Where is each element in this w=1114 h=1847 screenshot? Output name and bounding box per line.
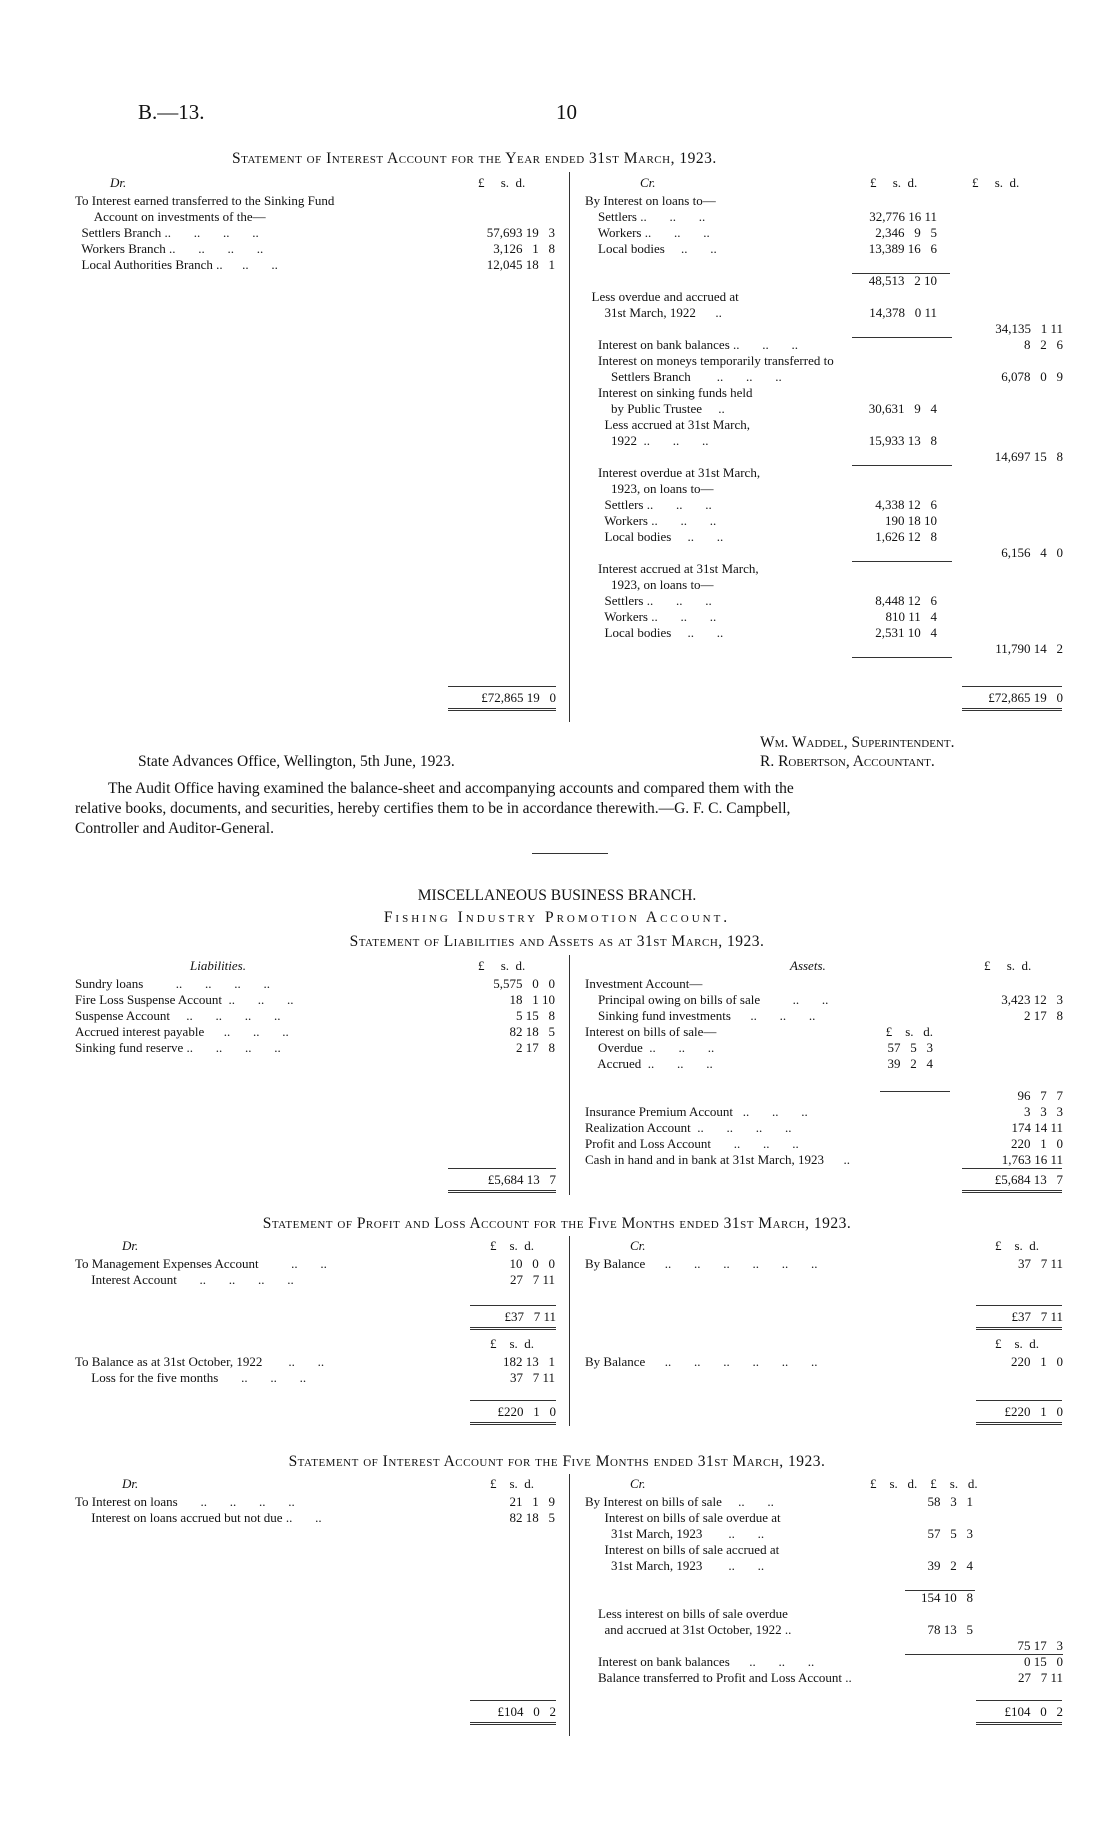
total-rule bbox=[962, 1168, 1062, 1169]
assets-currency-header: £ s. d. bbox=[984, 958, 1032, 973]
assets-entries bbox=[585, 976, 1063, 1168]
entry-label: Interest on bills of sale accrued at bbox=[585, 1542, 780, 1557]
subtotal-rule bbox=[852, 465, 952, 466]
entry-amount: 14,378 0 11 bbox=[869, 305, 937, 320]
int2-left-entries bbox=[75, 1494, 555, 1526]
entry-amount: 27 7 11 bbox=[509, 1272, 555, 1287]
audit-line-1: The Audit Office having examined the balance-sheet and accompanying accounts and compared them with the bbox=[108, 780, 794, 797]
entry-total: 6,156 4 0 bbox=[1001, 545, 1063, 560]
entry-label: Settlers .. .. .. bbox=[585, 209, 706, 224]
total-rule bbox=[976, 1305, 1062, 1306]
entry-amount: 190 18 10 bbox=[885, 513, 937, 528]
entry-label: Accrued .. .. .. bbox=[585, 1056, 713, 1071]
entry-label: Local Authorities Branch .. .. .. bbox=[75, 257, 278, 272]
entry-amount: 30,631 9 4 bbox=[868, 401, 937, 416]
entry-amount: 57 5 3 bbox=[927, 1526, 973, 1541]
entry-label: 31st March, 1923 .. .. bbox=[585, 1558, 765, 1573]
entry-label: Local bodies .. .. bbox=[585, 625, 724, 640]
dr-label: Dr. bbox=[122, 1238, 139, 1253]
entry-amount: 3,126 1 8 bbox=[493, 241, 555, 256]
entry-label: Workers Branch .. .. .. .. bbox=[75, 241, 264, 256]
entry-label: Interest accrued at 31st March, bbox=[585, 561, 759, 576]
entry-label: Sinking fund investments .. .. .. bbox=[585, 1008, 816, 1023]
entry-amount: 39 2 4 bbox=[887, 1056, 933, 1071]
column-divider bbox=[569, 172, 570, 722]
entry-label: Cash in hand and in bank at 31st March, 1923 .. bbox=[585, 1152, 851, 1167]
entry-amount: 57,693 19 3 bbox=[486, 225, 555, 240]
entry-label: Interest on moneys temporarily transferred to bbox=[585, 353, 834, 368]
total-double-rule bbox=[962, 1190, 1062, 1193]
entry-label: Interest on loans accrued but not due .. .. bbox=[75, 1510, 322, 1525]
total-double-rule bbox=[470, 1327, 556, 1330]
subtotal-rule bbox=[852, 657, 952, 658]
liabilities-assets-title: Statement of Liabilities and Assets as at 31st March, 1923. bbox=[349, 933, 765, 950]
total-double-rule bbox=[470, 1722, 556, 1725]
int2-right-currency-header: £ s. d. £ s. d. bbox=[870, 1476, 978, 1491]
pl-left-total-1: £37 7 11 bbox=[504, 1309, 556, 1324]
entry-total: 6,078 0 9 bbox=[1001, 369, 1063, 384]
entry-label: Investment Account— bbox=[585, 976, 703, 991]
entry-label: To Management Expenses Account .. .. bbox=[75, 1256, 327, 1271]
entry-label: Less overdue and accrued at bbox=[585, 289, 739, 304]
entry-amount: 182 13 1 bbox=[503, 1354, 555, 1369]
interest-left-total: £72,865 19 0 bbox=[481, 690, 556, 705]
entry-total: 11,790 14 2 bbox=[995, 641, 1063, 656]
cr-label: Cr. bbox=[630, 1476, 646, 1491]
entry-total: 14,697 15 8 bbox=[994, 449, 1063, 464]
interest-account-title: Statement of Interest Account for the Year ended 31st March, 1923. bbox=[232, 150, 717, 167]
entry-label: Workers .. .. .. bbox=[585, 225, 710, 240]
entry-label: Balance transferred to Profit and Loss Account .. bbox=[585, 1670, 852, 1685]
page-ref: B.—13. bbox=[138, 100, 205, 124]
audit-line-2: relative books, documents, and securities, hereby certifies them to be in accordance therewith.—G. F. C. Campbell, bbox=[75, 800, 791, 817]
entry-total: 75 17 3 bbox=[1017, 1638, 1063, 1653]
entry-total: 8 2 6 bbox=[1024, 337, 1063, 352]
total-double-rule bbox=[448, 1190, 556, 1193]
subtotal-rule bbox=[880, 1091, 950, 1092]
right-currency-header-2: £ s. d. bbox=[972, 175, 1020, 190]
cr-label: Cr. bbox=[640, 175, 656, 190]
entry-label: Interest Account .. .. .. .. bbox=[75, 1272, 294, 1287]
entry-amount: 32,776 16 11 bbox=[869, 209, 937, 224]
audit-line-3: Controller and Auditor-General. bbox=[75, 820, 274, 837]
entry-amount: 21 1 9 bbox=[509, 1494, 555, 1509]
entry-label: 31st March, 1922 .. bbox=[585, 305, 722, 320]
entry-total: 3 3 3 bbox=[1024, 1104, 1063, 1119]
entry-amount: 2 17 8 bbox=[516, 1040, 555, 1055]
entry-label: 1923, on loans to— bbox=[585, 481, 714, 496]
entry-amount: 154 10 8 bbox=[921, 1590, 973, 1605]
total-double-rule bbox=[976, 1422, 1062, 1425]
entry-total: 220 1 0 bbox=[1011, 1136, 1063, 1151]
entry-label: Fire Loss Suspense Account .. .. .. bbox=[75, 992, 294, 1007]
section-divider bbox=[532, 853, 608, 854]
entry-label: To Interest earned transferred to the Sinking Fund bbox=[75, 193, 335, 208]
total-double-rule bbox=[470, 1422, 556, 1425]
interest-left-entries bbox=[75, 193, 555, 273]
entry-label: Less interest on bills of sale overdue bbox=[585, 1606, 788, 1621]
int2-right-total: £104 0 2 bbox=[1004, 1704, 1063, 1719]
total-double-rule bbox=[448, 708, 556, 711]
entry-label: Local bodies .. .. bbox=[585, 241, 717, 256]
dr-label: Dr. bbox=[122, 1476, 139, 1491]
entry-total: 2 17 8 bbox=[1024, 1008, 1063, 1023]
right-currency-header-1: £ s. d. bbox=[870, 175, 918, 190]
entry-amount: 78 13 5 bbox=[927, 1622, 973, 1637]
entry-label: Sinking fund reserve .. .. .. .. bbox=[75, 1040, 281, 1055]
interest-right-entries bbox=[585, 193, 1063, 657]
left-currency-header: £ s. d. bbox=[478, 175, 526, 190]
pl-left-entries-1 bbox=[75, 1256, 555, 1288]
superintendent-signature: Wm. Waddel, Superintendent. bbox=[760, 734, 955, 751]
pl-left-entries-2 bbox=[75, 1354, 555, 1386]
liabilities-entries bbox=[75, 976, 555, 1056]
total-double-rule bbox=[962, 708, 1062, 711]
total-rule bbox=[470, 1700, 556, 1701]
entry-amount: £ s. d. bbox=[885, 1024, 933, 1039]
entry-amount: 48,513 2 10 bbox=[868, 273, 937, 288]
entry-amount: 5 15 8 bbox=[516, 1008, 555, 1023]
office-line: State Advances Office, Wellington, 5th June, 1923. bbox=[138, 753, 455, 770]
entry-amount: 2,531 10 4 bbox=[875, 625, 937, 640]
total-rule bbox=[470, 1305, 556, 1306]
entry-label: Profit and Loss Account .. .. .. bbox=[585, 1136, 799, 1151]
accountant-signature: R. Robertson, Accountant. bbox=[760, 753, 935, 770]
entry-label: 1923, on loans to— bbox=[585, 577, 714, 592]
subtotal-rule bbox=[852, 337, 952, 338]
pl-right-entries-2 bbox=[585, 1354, 1063, 1370]
entry-total: 34,135 1 11 bbox=[995, 321, 1063, 336]
entry-label: Settlers Branch .. .. .. bbox=[585, 369, 782, 384]
entry-amount: 82 18 5 bbox=[509, 1510, 555, 1525]
dr-label: Dr. bbox=[110, 175, 127, 190]
entry-amount: 810 11 4 bbox=[885, 609, 937, 624]
liab-currency-header: £ s. d. bbox=[478, 958, 526, 973]
pl-left-currency-header-2: £ s. d. bbox=[490, 1336, 535, 1351]
entry-amount: 8,448 12 6 bbox=[875, 593, 937, 608]
entry-label: Settlers .. .. .. bbox=[585, 593, 712, 608]
liabilities-total: £5,684 13 7 bbox=[487, 1172, 556, 1187]
entry-label: Suspense Account .. .. .. .. bbox=[75, 1008, 281, 1023]
entry-total: 27 7 11 bbox=[1017, 1670, 1063, 1685]
cr-label: Cr. bbox=[630, 1238, 646, 1253]
entry-amount: 82 18 5 bbox=[509, 1024, 555, 1039]
entry-label: By Interest on bills of sale .. .. bbox=[585, 1494, 774, 1509]
entry-amount: 5,575 0 0 bbox=[493, 976, 555, 991]
total-double-rule bbox=[976, 1327, 1062, 1330]
interest-five-months-title: Statement of Interest Account for the Five Months ended 31st March, 1923. bbox=[288, 1453, 826, 1470]
entry-label: By Interest on loans to— bbox=[585, 193, 716, 208]
entry-amount: 10 0 0 bbox=[509, 1256, 555, 1271]
pl-left-currency-header: £ s. d. bbox=[490, 1238, 535, 1253]
entry-amount: 18 1 10 bbox=[509, 992, 555, 1007]
subtotal-rule bbox=[852, 273, 950, 274]
pl-left-total-2: £220 1 0 bbox=[497, 1404, 556, 1419]
entry-label: Interest overdue at 31st March, bbox=[585, 465, 761, 480]
liabilities-header: Liabilities. bbox=[190, 958, 246, 973]
entry-label: To Balance as at 31st October, 1922 .. .. bbox=[75, 1354, 325, 1369]
assets-total: £5,684 13 7 bbox=[994, 1172, 1063, 1187]
interest-right-total: £72,865 19 0 bbox=[988, 690, 1063, 705]
entry-label: Less accrued at 31st March, bbox=[585, 417, 750, 432]
entry-label: Settlers Branch .. .. .. .. bbox=[75, 225, 259, 240]
total-rule bbox=[962, 686, 1062, 687]
entry-label: Realization Account .. .. .. .. bbox=[585, 1120, 792, 1135]
entry-amount: 4,338 12 6 bbox=[875, 497, 937, 512]
entry-amount: 58 3 1 bbox=[927, 1494, 973, 1509]
total-rule bbox=[470, 1400, 556, 1401]
entry-amount: 15,933 13 8 bbox=[868, 433, 937, 448]
int2-right-entries bbox=[585, 1494, 1063, 1686]
entry-label: Interest on bills of sale— bbox=[585, 1024, 717, 1039]
total-rule bbox=[448, 1168, 556, 1169]
subtotal-rule bbox=[905, 1590, 975, 1591]
entry-label: Account on investments of the— bbox=[75, 209, 266, 224]
entry-amount: 37 7 11 bbox=[509, 1370, 555, 1385]
entry-label: Settlers .. .. .. bbox=[585, 497, 712, 512]
column-divider bbox=[569, 1474, 570, 1736]
entry-label: Principal owing on bills of sale .. .. bbox=[585, 992, 829, 1007]
entry-total: 96 7 7 bbox=[1017, 1088, 1063, 1103]
profit-loss-title: Statement of Profit and Loss Account for the Five Months ended 31st March, 1923. bbox=[262, 1215, 852, 1232]
page-number: 10 bbox=[556, 100, 577, 124]
entry-label: Workers .. .. .. bbox=[585, 609, 717, 624]
pl-right-currency-header: £ s. d. bbox=[995, 1238, 1040, 1253]
entry-amount: 39 2 4 bbox=[927, 1558, 973, 1573]
pl-right-total-1: £37 7 11 bbox=[1011, 1309, 1063, 1324]
int2-left-currency-header: £ s. d. bbox=[490, 1476, 535, 1491]
entry-label: Interest on bank balances .. .. .. bbox=[585, 1654, 815, 1669]
entry-total: 174 14 11 bbox=[1011, 1120, 1063, 1135]
entry-amount: 37 7 11 bbox=[1017, 1256, 1063, 1271]
entry-label: 31st March, 1923 .. .. bbox=[585, 1526, 765, 1541]
entry-label: Accrued interest payable .. .. .. bbox=[75, 1024, 289, 1039]
account-title: Fishing Industry Promotion Account. bbox=[383, 909, 731, 926]
branch-title: MISCELLANEOUS BUSINESS BRANCH. bbox=[417, 887, 697, 904]
pl-right-total-2: £220 1 0 bbox=[1004, 1404, 1063, 1419]
pl-right-entries-1 bbox=[585, 1256, 1063, 1272]
assets-header: Assets. bbox=[790, 958, 826, 973]
pl-right-currency-header-2: £ s. d. bbox=[995, 1336, 1040, 1351]
entry-amount: 57 5 3 bbox=[887, 1040, 933, 1055]
entry-label: Insurance Premium Account .. .. .. bbox=[585, 1104, 808, 1119]
entry-total: 0 15 0 bbox=[1024, 1654, 1063, 1669]
entry-amount: 220 1 0 bbox=[1011, 1354, 1063, 1369]
entry-label: To Interest on loans .. .. .. .. bbox=[75, 1494, 295, 1509]
entry-amount: 1,626 12 8 bbox=[875, 529, 937, 544]
column-divider bbox=[569, 1236, 570, 1426]
total-double-rule bbox=[976, 1722, 1062, 1725]
total-rule bbox=[448, 686, 556, 687]
entry-total: 3,423 12 3 bbox=[1001, 992, 1063, 1007]
entry-label: Sundry loans .. .. .. .. bbox=[75, 976, 270, 991]
entry-label: By Balance .. .. .. .. .. .. bbox=[585, 1354, 818, 1369]
entry-label: Interest on bills of sale overdue at bbox=[585, 1510, 781, 1525]
entry-label: Loss for the five months .. .. .. bbox=[75, 1370, 307, 1385]
entry-label: Overdue .. .. .. bbox=[585, 1040, 715, 1055]
subtotal-rule bbox=[905, 1654, 1063, 1655]
entry-amount: 13,389 16 6 bbox=[868, 241, 937, 256]
entry-label: By Balance .. .. .. .. .. .. bbox=[585, 1256, 818, 1271]
total-rule bbox=[976, 1700, 1062, 1701]
entry-label: by Public Trustee .. bbox=[585, 401, 725, 416]
entry-label: 1922 .. .. .. bbox=[585, 433, 709, 448]
column-divider bbox=[569, 955, 570, 1195]
entry-amount: 2,346 9 5 bbox=[875, 225, 937, 240]
entry-amount: 12,045 18 1 bbox=[486, 257, 555, 272]
entry-label: Local bodies .. .. bbox=[585, 529, 724, 544]
entry-label: Interest on bank balances .. .. .. bbox=[585, 337, 799, 352]
subtotal-rule bbox=[852, 561, 952, 562]
entry-label: Workers .. .. .. bbox=[585, 513, 717, 528]
total-rule bbox=[976, 1400, 1062, 1401]
entry-label: Interest on sinking funds held bbox=[585, 385, 753, 400]
int2-left-total: £104 0 2 bbox=[497, 1704, 556, 1719]
entry-label: and accrued at 31st October, 1922 .. bbox=[585, 1622, 792, 1637]
entry-total: 1,763 16 11 bbox=[1001, 1152, 1063, 1167]
